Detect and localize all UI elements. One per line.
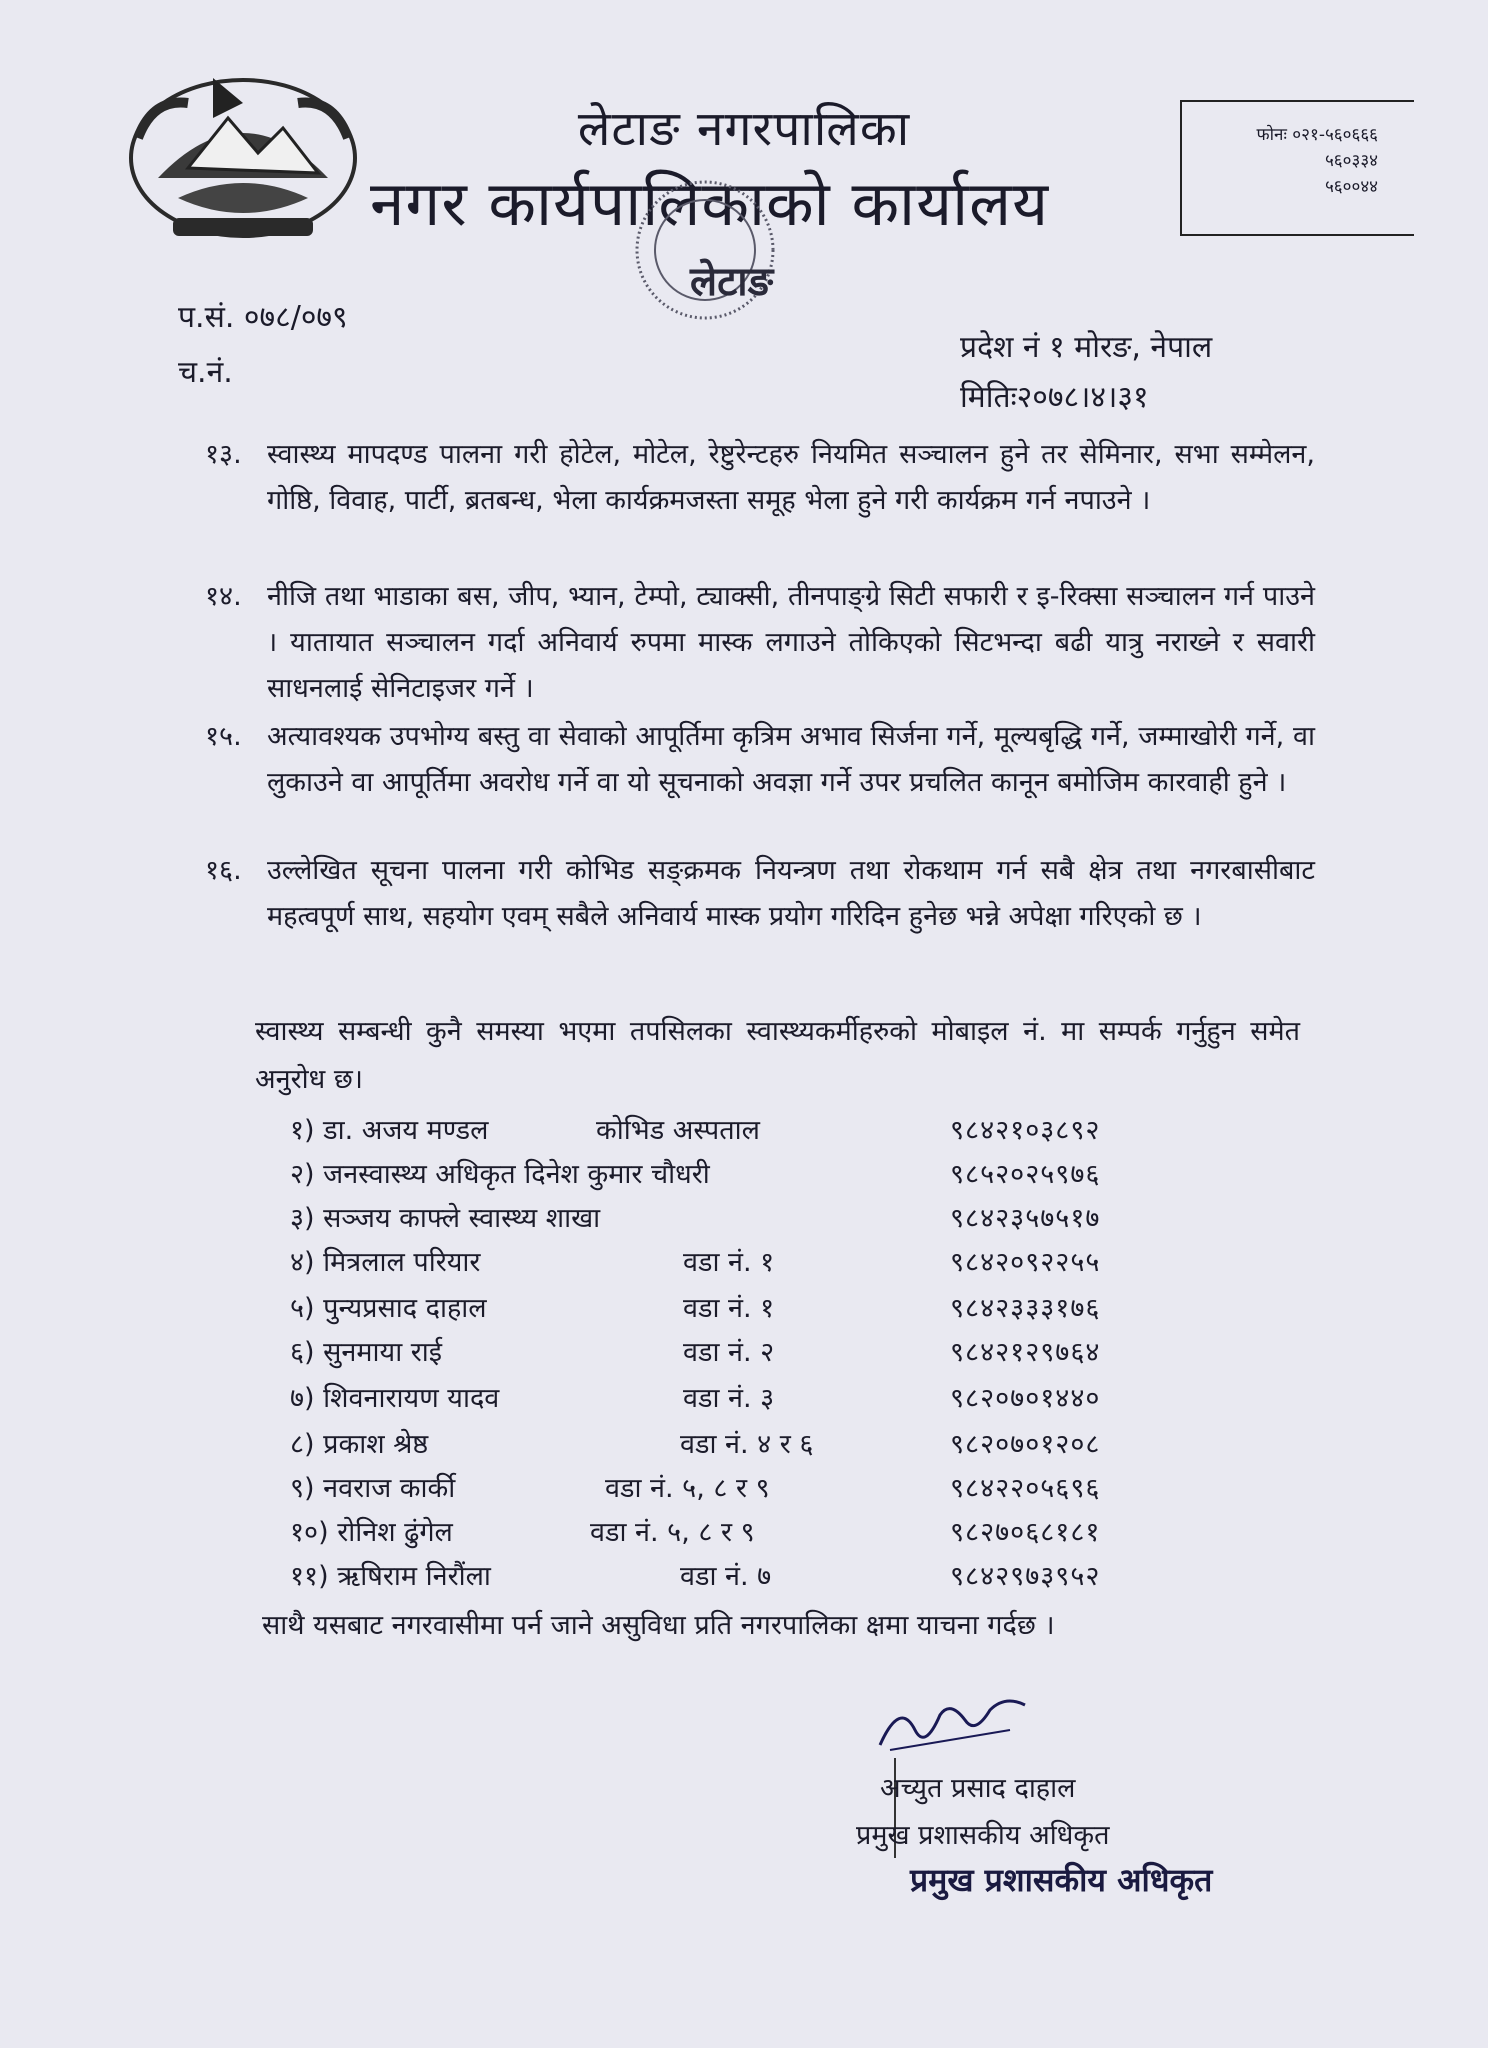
contact-phone: ९८२०७०१४४० (950, 1383, 1101, 1414)
contact-row (290, 1556, 1170, 1596)
contact-row (290, 1468, 1170, 1508)
contact-row (290, 1332, 1170, 1372)
contact-place: वडा नं. ७ (680, 1561, 772, 1592)
point-text: उल्लेखित सूचना पालना गरी कोभिड सङ्क्रमक नियन्त्रण तथा रोकथाम गर्न सबै क्षेत्र तथा नगरबासीबाट महत्वपूर्ण साथ, सहयोग एवम् सबैले अनिवार्य मास्क प्रयोग गरिदिन हुनेछ भन्ने अपेक्षा गरिएको छ । (267, 855, 1315, 932)
office-address: प्रदेश नं १ मोरङ, नेपाल (960, 330, 1213, 365)
contact-phone: ९८४२९७३९५२ (950, 1561, 1101, 1592)
contact-place: वडा नं. १ (683, 1247, 775, 1278)
contact-name: १०) रोनिश ढुंगेल (290, 1517, 453, 1548)
contact-place: वडा नं. २ (683, 1337, 775, 1368)
apology-text: साथै यसबाट नगरवासीमा पर्न जाने असुविधा प्रति नगरपालिका क्षमा याचना गर्दछ । (262, 1610, 1055, 1641)
point-text: नीजि तथा भाडाका बस, जीप, भ्यान, टेम्पो, ट्याक्सी, तीनपाङ्ग्रे सिटी सफारी र इ-रिक्सा सञ्चालन गर्न पाउने । यातायात सञ्चालन गर्दा अनिवार्य रुपमा मास्क लगाउने तोकिएको सिटभन्दा बढी यात्रु नराख्ने र सवारी साधनलाई सेनिटाइजर गर्ने । (267, 581, 1315, 704)
contact-name: ११) ऋषिराम निरौंला (290, 1561, 491, 1592)
office-name: नगर कार्यपालिकाको कार्यालय (370, 167, 1050, 240)
contact-row (290, 1198, 1170, 1238)
contact-place: वडा नं. १ (683, 1293, 775, 1324)
contact-name: १) डा. अजय मण्डल (290, 1115, 489, 1146)
signatory-title: प्रमुख प्रशासकीय अधिकृत (856, 1820, 1110, 1851)
contact-row (290, 1288, 1170, 1328)
contact-name: ६) सुनमाया राई (290, 1337, 443, 1368)
contact-name: ३) सञ्जय काफ्ले स्वास्थ्य शाखा (290, 1203, 601, 1234)
contact-phone: ९८४२३३३१७६ (950, 1293, 1101, 1324)
contact-row (290, 1424, 1170, 1464)
contact-name: ५) पुन्यप्रसाद दाहाल (290, 1293, 487, 1324)
contact-phone: ९८४२१०३८९२ (950, 1115, 1101, 1146)
point-number: १५. (205, 721, 242, 752)
contact-place: वडा नं. ३ (683, 1383, 775, 1414)
contact-row (290, 1110, 1170, 1150)
contact-name: ४) मित्रलाल परियार (290, 1247, 481, 1278)
phone-number: ५६०३३४ (1324, 151, 1378, 171)
phone-number: फोनः ०२१-५६०६६६ (1256, 125, 1378, 145)
notice-point (205, 848, 1315, 940)
point-text: अत्यावश्यक उपभोग्य बस्तु वा सेवाको आपूर्तिमा कृत्रिम अभाव सिर्जना गर्ने, मूल्यबृद्धि गर्ने, जम्माखोरी गर्ने, वा लुकाउने वा आपूर्तिमा अवरोध गर्ने वा यो सूचनाको अवज्ञा गर्ने उपर प्रचलित कानून बमोजिम कारवाही हुने । (267, 721, 1315, 798)
contact-row (290, 1242, 1170, 1282)
contact-intro: स्वास्थ्य सम्बन्धी कुनै समस्या भएमा तपसिलका स्वास्थ्यकर्मीहरुको मोबाइल नं. मा सम्पर्क गर्नुहुन समेत अनुरोध छ। (255, 1016, 1300, 1095)
contact-place: वडा नं. ५, ८ र ९ (605, 1473, 770, 1504)
contact-place: वडा नं. ५, ८ र ९ (590, 1517, 755, 1548)
contact-phone: ९८५२०२५९७६ (950, 1159, 1101, 1190)
phone-number: ५६००४४ (1324, 177, 1378, 197)
signatory-name: अच्युत प्रसाद दाहाल (880, 1773, 1076, 1804)
contact-row (290, 1154, 1170, 1194)
point-number: १३. (205, 439, 242, 470)
municipality-name: लेटाङ नगरपालिका (577, 101, 911, 157)
contact-phone: ९८२७०६८१८१ (950, 1517, 1101, 1548)
point-number: १४. (205, 581, 242, 612)
contact-phone: ९८४२१२९७६४ (950, 1337, 1101, 1368)
contact-name: २) जनस्वास्थ्य अधिकृत दिनेश कुमार चौधरी (290, 1159, 710, 1190)
signature-icon (870, 1690, 1040, 1760)
contact-place: वडा नं. ४ र ६ (680, 1429, 814, 1460)
notice-point (205, 714, 1315, 806)
stamp-city: लेटाङ (690, 259, 774, 305)
notice-point (205, 432, 1315, 524)
notice-point (205, 574, 1315, 712)
contact-phone: ९८२०७०१२०८ (950, 1429, 1101, 1460)
contact-phone: ९८४२०९२२५५ (950, 1247, 1101, 1278)
contact-row (290, 1378, 1170, 1418)
contact-phone: ९८४२३५७५१७ (950, 1203, 1101, 1234)
notice-date: मितिः२०७८।४।३१ (960, 380, 1149, 415)
contact-phone: ९८४२२०५६९६ (950, 1473, 1101, 1504)
contact-name: ८) प्रकाश श्रेष्ठ (290, 1429, 429, 1460)
designation-stamp: प्रमुख प्रशासकीय अधिकृत (910, 1861, 1213, 1899)
contact-row (290, 1512, 1170, 1552)
contact-place: कोभिड अस्पताल (596, 1115, 760, 1146)
contact-name: ९) नवराज कार्की (290, 1473, 456, 1504)
dispatch-number: च.नं. (178, 355, 233, 390)
contact-name: ७) शिवनारायण यादव (290, 1383, 500, 1414)
point-number: १६. (205, 855, 242, 886)
phone-box (1180, 100, 1414, 236)
reference-number: प.सं. ०७८/०७९ (178, 300, 348, 335)
point-text: स्वास्थ्य मापदण्ड पालना गरी होटेल, मोटेल, रेष्टुरेन्टहरु नियमित सञ्चालन हुने तर सेमिनार, सभा सम्मेलन, गोष्ठि, विवाह, पार्टी, ब्रतबन्ध, भेला कार्यक्रमजस्ता समूह भेला हुने गरी कार्यक्रम गर्न नपाउने । (267, 439, 1315, 516)
